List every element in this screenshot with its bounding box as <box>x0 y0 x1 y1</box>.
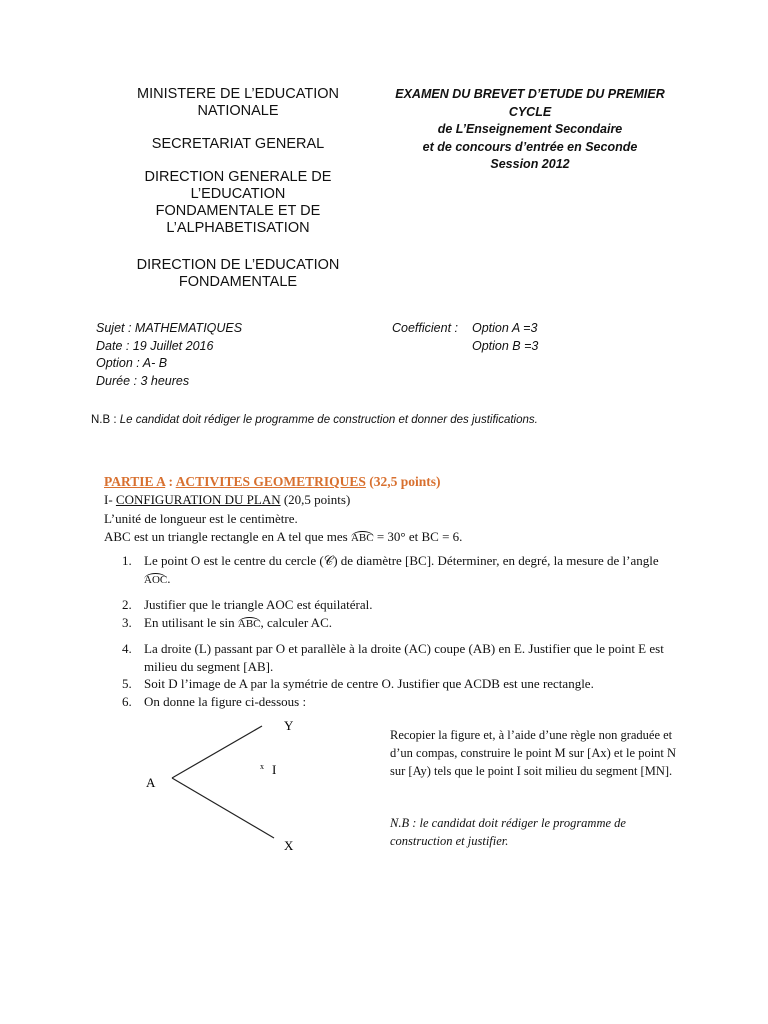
label-x: X <box>284 838 294 853</box>
question-item <box>122 640 682 675</box>
coefficient-option-b: Option B =3 <box>472 338 539 353</box>
secretariat: SECRETARIAT GENERAL <box>151 136 325 152</box>
question-text: On donne la figure ci-dessous : <box>144 693 307 709</box>
question-text-a: En utilisant le sin <box>144 614 238 630</box>
section-1-points: (20,5 points) <box>280 492 351 507</box>
ministry-line-1: MINISTERE DE L’EDUCATION <box>137 86 339 102</box>
section-1-heading <box>104 492 350 508</box>
coefficient-label: Coefficient : <box>392 321 459 335</box>
direction-generale-line-3: FONDAMENTALE ET DE <box>155 203 321 219</box>
exam-meta <box>96 320 242 390</box>
part-a-label: PARTIE A <box>104 474 166 489</box>
question-text-b: . <box>167 570 171 586</box>
question-item <box>122 614 682 632</box>
question-number: 4. <box>122 641 132 656</box>
question-text-a: Le point O est le centre du cercle (𝒞) de diamètre [BC]. Déterminer, en degré, la mesure de l’angle <box>144 553 659 568</box>
exam-date: Date : 19 Juillet 2016 <box>96 338 214 353</box>
question-number: 6. <box>122 693 132 709</box>
exam-option: Option : A- B <box>96 356 168 370</box>
exam-title-line-1: EXAMEN DU BREVET D’ETUDE DU PREMIER <box>395 87 665 101</box>
section-1-title: CONFIGURATION DU PLAN <box>115 492 281 507</box>
question-number: 3. <box>122 614 132 630</box>
angle-notation: ABC <box>237 617 261 630</box>
point-i-mark: x <box>260 762 264 771</box>
exercise-instruction: Recopier la figure et, à l’aide d’une règle non graduée et d’un compas, construire le point M sur [Ax) et le point N sur [Ay) tels que le point I soit milieu du segment [MN]. <box>390 728 677 778</box>
problem-intro <box>104 510 462 546</box>
label-a: A <box>146 775 156 790</box>
direction-generale-line-2: L’EDUCATION <box>190 186 286 202</box>
part-a-separator: : <box>165 474 176 489</box>
question-text <box>144 552 682 587</box>
direction-line-1: DIRECTION DE L’EDUCATION <box>136 257 340 273</box>
angle-figure <box>138 712 328 862</box>
question-text: La droite (L) passant par O et parallèle à la droite (AC) coupe (AB) en E. Justifier que le point E est milieu du segment [AB]. <box>144 641 664 674</box>
exam-title-line-4: et de concours d’entrée en Seconde <box>422 139 638 154</box>
direction-generale-line-1: DIRECTION GENERALE DE <box>144 169 332 185</box>
question-text: Justifier que le triangle AOC est équilatéral. <box>144 597 373 612</box>
general-note-prefix: N.B : <box>91 414 120 426</box>
ministry-line-2: NATIONALE <box>197 103 279 119</box>
question-text <box>144 614 682 632</box>
question-item <box>122 552 682 587</box>
question-text: Soit D l’image de A par la symétrie de centre O. Justifier que ACDB est une rectangle. <box>144 676 594 691</box>
question-number: 1. <box>122 553 132 568</box>
intro-text-a: ABC est un triangle rectangle en A tel que mes <box>104 529 351 544</box>
intro-line-1: L’unité de longueur est le centimètre. <box>104 511 298 526</box>
intro-line-2 <box>104 528 462 546</box>
exam-title-line-3: de L’Enseignement Secondaire <box>437 122 623 136</box>
intro-text-b: = 30° et BC = 6. <box>373 529 463 544</box>
part-a-points: (32,5 points) <box>365 474 441 489</box>
ray-ax <box>172 778 274 838</box>
question-text-b: , calculer AC. <box>260 614 332 630</box>
exam-duration: Durée : 3 heures <box>96 373 190 388</box>
institution-header <box>118 86 358 291</box>
direction-generale-line-4: L’ALPHABETISATION <box>166 220 310 236</box>
exercise-note: N.B : le candidat doit rédiger le programme de construction et justifier. <box>390 816 626 848</box>
question-list <box>122 552 682 710</box>
label-y: Y <box>284 718 294 733</box>
question-number: 2. <box>122 597 132 612</box>
general-note-text: Le candidat doit rédiger le programme de construction et donner des justifications. <box>119 414 538 426</box>
label-i: I <box>272 762 277 777</box>
exam-title-line-2: CYCLE <box>508 104 552 119</box>
ray-ay <box>172 726 262 778</box>
question-item <box>122 693 682 711</box>
general-note <box>91 414 691 426</box>
angle-notation: ABC <box>350 532 374 544</box>
exam-session: Session 2012 <box>490 157 570 171</box>
part-a-title: ACTIVITES GEOMETRIQUES <box>175 474 366 489</box>
question-item <box>122 675 682 693</box>
section-1-prefix: I- <box>104 492 116 507</box>
question-number: 5. <box>122 676 132 691</box>
subject: Sujet : MATHEMATIQUES <box>96 321 243 335</box>
part-a-heading <box>104 474 441 490</box>
direction-line-2: FONDAMENTALE <box>178 274 298 290</box>
coefficient-block <box>392 320 538 355</box>
question-item <box>122 596 682 614</box>
exam-title-header <box>394 86 666 174</box>
coefficient-option-a: Option A =3 <box>472 321 538 335</box>
angle-notation: AOC <box>144 573 168 586</box>
